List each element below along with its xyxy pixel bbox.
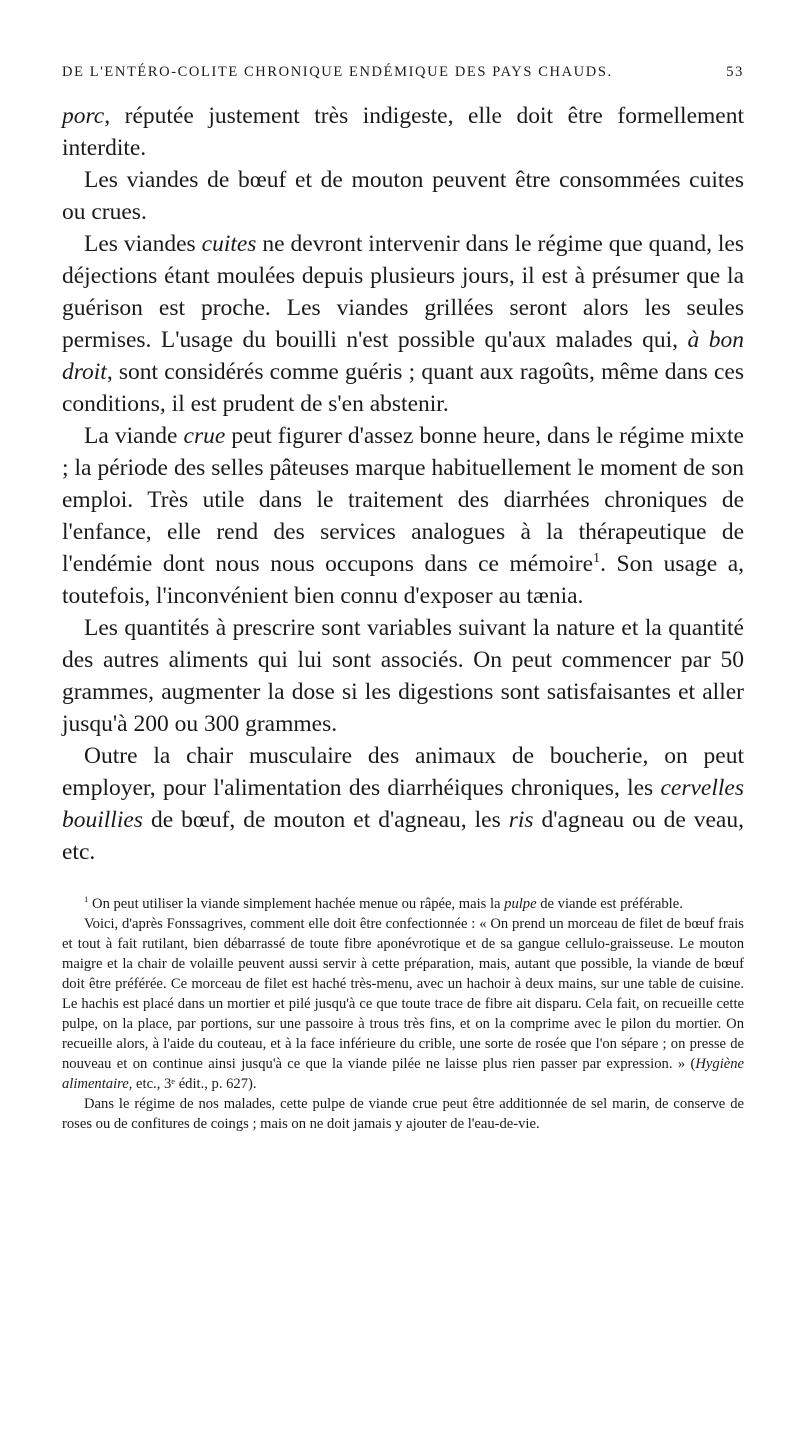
page-number: 53	[726, 64, 744, 80]
book-page	[62, 62, 744, 1134]
footnote-ref: 1	[593, 550, 601, 567]
paragraph: Les quantités à prescrire sont variables suivant la nature et la quantité des autres aliments qui lui sont associés. On peut commencer par 50 grammes, augmenter la dose si les digestions sont satisfaisantes et aller jusqu'à 200 ou 300 grammes.	[62, 615, 744, 737]
footnote-mark: 1	[84, 894, 89, 905]
paragraph: Outre la chair musculaire des animaux de boucherie, on peut employer, pour l'alimentation des diarrhéiques chroniques, les cervelles bouillies de bœuf, de mouton et d'agneau, les ris d'agneau ou de veau, etc.	[62, 743, 744, 865]
footnote-separator	[62, 868, 744, 894]
footnotes	[62, 894, 744, 1134]
footnote-paragraph: Dans le régime de nos malades, cette pulpe de viande crue peut être additionnée de sel marin, de conserve de roses ou de confitures de coings ; mais on ne doit jamais y ajouter de l'eau-de-vie.	[62, 1096, 744, 1132]
footnote: $^1$ On peut utiliser la viande simplement hachée menue ou râpée, mais la pulpe de viande est préférable.	[84, 894, 683, 912]
paragraph: Les viandes de bœuf et de mouton peuvent être consommées cuites ou crues.	[62, 167, 744, 225]
running-header	[62, 62, 744, 82]
paragraph: Les viandes cuites ne devront intervenir dans le régime que quand, les déjections étant moulées depuis plusieurs jours, il est à présumer que la guérison est proche. Les viandes grillées seront alors les seules permises. L'usage du bouilli n'est possible qu'aux malades qui, à bon droit, sont considérés comme guéris ; quant aux ragoûts, même dans ces conditions, il est prudent de s'en abstenir.	[62, 231, 745, 417]
paragraph: La viande crue peut figurer d'assez bonne heure, dans le régime mixte ; la période des selles pâteuses marque habituellement le moment de son emploi. Très utile dans le traitement des diarrhées chroniques de l'enfance, elle rend des services analogues à la thérapeutique de l'endémie dont nous nous occupons dans ce mémoire$^1$. Son usage a, toutefois, l'inconvénient bien connu d'exposer au tænia.	[62, 423, 744, 609]
footnote-paragraph: Voici, d'après Fonssagrives, comment elle doit être confectionnée : « On prend un morceau de filet de bœuf frais et tout à fait rutilant, bien débarrassé de toute fibre aponévrotique et de sa gangue cellulo-graisseuse. Le mouton maigre et la chair de volaille peuvent aussi servir à cette préparation, mais, autant que possible, la viande de bœuf doit être préférée. Ce morceau de filet est haché très-menu, avec un hachoir à deux mains, sur une table de cuisine. Le hachis est placé dans un mortier et pilé jusqu'à ce que toute trace de fibre ait disparu. Cela fait, on recueille cette pulpe, on la place, par portions, sur une passoire à trous très fins, et on la comprime avec le pilon du mortier. On recueille alors, à l'aide du couteau, et à la face inférieure du crible, une sorte de rosée que l'on sépare ; on presse de nouveau et on continue ainsi jusqu'à ce que la viande pilée ne laisse plus rien passer par expression. » (Hygiène alimentaire, etc., 3ᵉ édit., p. 627).	[62, 916, 744, 1092]
main-text	[62, 100, 744, 868]
paragraph: porc, réputée justement très indigeste, elle doit être formellement interdite.	[62, 103, 744, 161]
running-title: DE L'ENTÉRO-COLITE CHRONIQUE ENDÉMIQUE DES PAYS CHAUDS.	[62, 64, 613, 80]
